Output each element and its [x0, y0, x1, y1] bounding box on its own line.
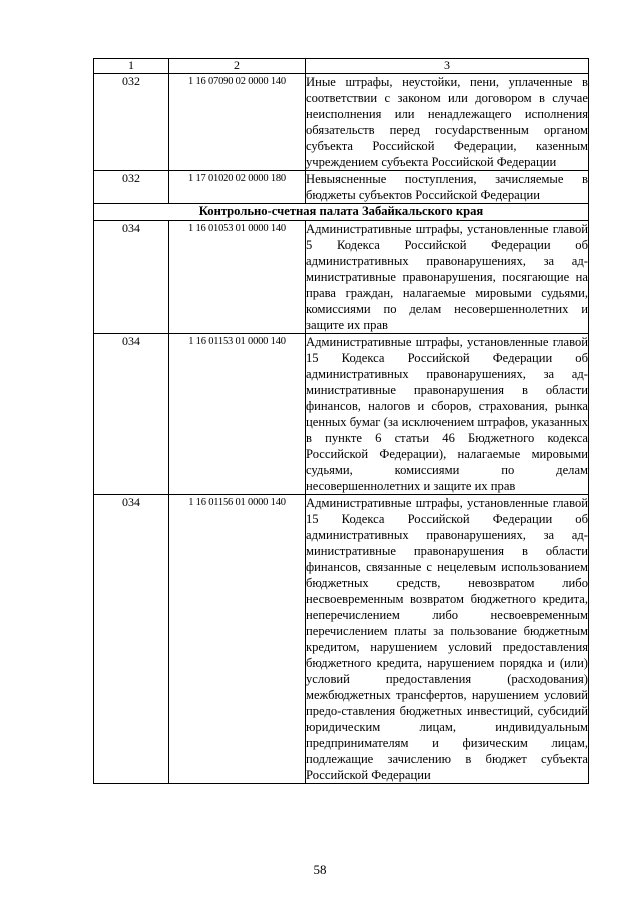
admin-code-cell: 032 [94, 171, 169, 204]
header-col-2: 2 [169, 59, 306, 74]
table-row [94, 334, 589, 495]
admin-code-cell: 032 [94, 74, 169, 171]
table-row [94, 221, 589, 334]
budget-code-cell: 1 16 01156 01 0000 140 [169, 495, 306, 784]
budget-code-cell: 1 16 07090 02 0000 140 [169, 74, 306, 171]
header-col-3: 3 [306, 59, 589, 74]
admin-code-cell: 034 [94, 334, 169, 495]
section-header-row [94, 204, 589, 221]
budget-code-cell: 1 16 01053 01 0000 140 [169, 221, 306, 334]
budget-code-cell: 1 16 01153 01 0000 140 [169, 334, 306, 495]
description-cell: Невыясненные поступления, зачисляемые в бюджеты субъектов Российской Федерации [306, 172, 588, 202]
section-title: Контрольно-счетная палата Забайкальского края [94, 204, 589, 221]
description-cell: Административные штрафы, установленные главой 15 Кодекса Российской Федерации об административных правонарушениях, за административные правонарушения в области финансов, налогов и сборов, страхования, рынка ценных бумаг (за исключением штрафов, указанных в пункте 6 статьи 46 Бюджетного кодекса Российской Федерации), налагаемые мировыми судьями, комиссиями по делам несовершеннолетних и защите их прав [306, 335, 588, 493]
page-number: 58 [313, 862, 327, 877]
description-cell: Иные штрафы, неустойки, пени, уплаченные в соответствии с законом или договором в случае неисполнения или ненадлежащего исполнения обязательств перед госуdарственным органом субъекта Российской Федерации, казенным учреждением субъекта Российской Федерации [306, 75, 588, 169]
admin-code-cell: 034 [94, 495, 169, 784]
budget-code-cell: 1 17 01020 02 0000 180 [169, 171, 306, 204]
header-col-1: 1 [94, 59, 169, 74]
table-row [94, 495, 589, 784]
description-cell: Административные штрафы, установленные главой 15 Кодекса Российской Федерации об административных правонарушениях, за административные правонарушения в области финансов, связанные с нецелевым использованием бюджетных средств, невозвратом либо несвоевременным возвратом бюджетного кредита, неперечислением либо несвоевременным перечислением платы за пользование бюджетным кредитом, нарушением условий предоставления бюджетного кредита, нарушением порядка и (или) условий предоставления (расходования) межбюджетных трансфертов, нарушением условий предо-ставления бюджетных инвестиций, субсидий юридическим лицам, индивидуальным предпринимателям и физическим лицам, подлежащие зачислению в бюджет субъекта Российской Федерации [306, 496, 588, 782]
table-row [94, 171, 589, 204]
admin-code-cell: 034 [94, 221, 169, 334]
description-cell: Административные штрафы, установленные главой 5 Кодекса Российской Федерации об административных правонарушениях, за административные правонарушения, посягающие на права граждан, налагаемые мировыми судьями, комиссиями по делам несовершеннолетних и защите их прав [306, 222, 588, 332]
revenue-codes-table [93, 58, 589, 784]
table-row [94, 74, 589, 171]
table-header-row [94, 59, 589, 74]
